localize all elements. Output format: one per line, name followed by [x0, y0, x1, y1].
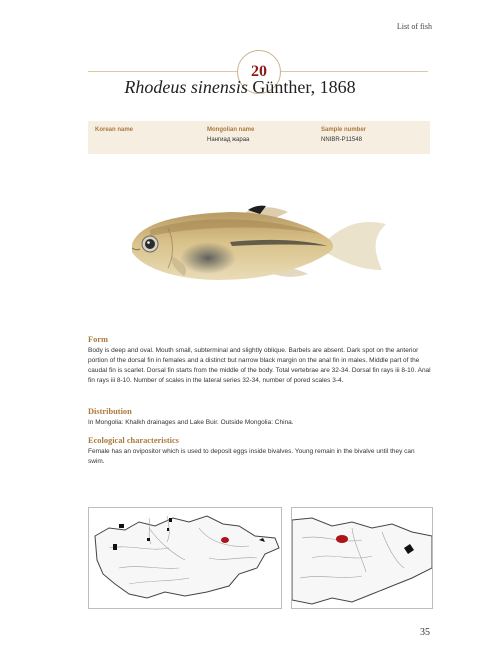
- info-box: [88, 121, 430, 154]
- form-text: Body is deep and oval. Mouth small, subterminal and slightly oblique. Barbels are absent. Dark spot on the anterior portion of the dorsal fin in females and a distinct but narrow black margin on the anal fin in males. Middle part of the caudal fin is scarlet. Dorsal fin starts from the middle of the body. Total vertebrae are 32-34. Dorsal fin rays iii 8-10. Anal fin rays iii 8-10. Number of scales in the lateral series 32-34, number of pored scales 3-4.: [88, 347, 431, 384]
- korean-name-col: [95, 127, 133, 137]
- mongolian-name-label: Mongolian name: [207, 127, 255, 133]
- sample-number-col: [321, 127, 366, 143]
- mongolian-name-col: [207, 127, 254, 143]
- ecology-text: Female has an ovipositor which is used to deposit eggs inside bivalves. Young remain in the bivalve until they can swim.: [88, 448, 415, 465]
- form-section: [88, 335, 432, 386]
- mongolian-name-value: Нангиад жараа: [207, 137, 250, 143]
- species-title: [0, 77, 480, 98]
- ecology-section: [88, 436, 432, 467]
- form-heading: Form: [88, 335, 108, 344]
- author-year: Günther, 1868: [252, 77, 356, 97]
- sample-number-label: Sample number: [321, 127, 367, 133]
- species-number: 20: [251, 63, 267, 80]
- distribution-heading: Distribution: [88, 407, 132, 416]
- mongolia-map: [88, 507, 282, 609]
- detail-map-graphic: [292, 508, 432, 608]
- detail-map: [291, 507, 433, 609]
- distribution-section: [88, 407, 432, 428]
- fish-photo: [120, 196, 392, 296]
- mongolia-map-graphic: [89, 508, 281, 608]
- section-label: List of fish: [396, 22, 432, 31]
- ecology-heading: Ecological characteristics: [88, 436, 179, 445]
- page-number: 35: [420, 627, 430, 638]
- distribution-text: In Mongolia: Khalkh drainages and Lake Buir. Outside Mongolia: China.: [88, 419, 294, 426]
- korean-name-label: Korean name: [95, 127, 134, 133]
- sample-number-value: NNIBR-P11548: [321, 137, 362, 143]
- scientific-name: Rhodeus sinensis: [124, 77, 248, 97]
